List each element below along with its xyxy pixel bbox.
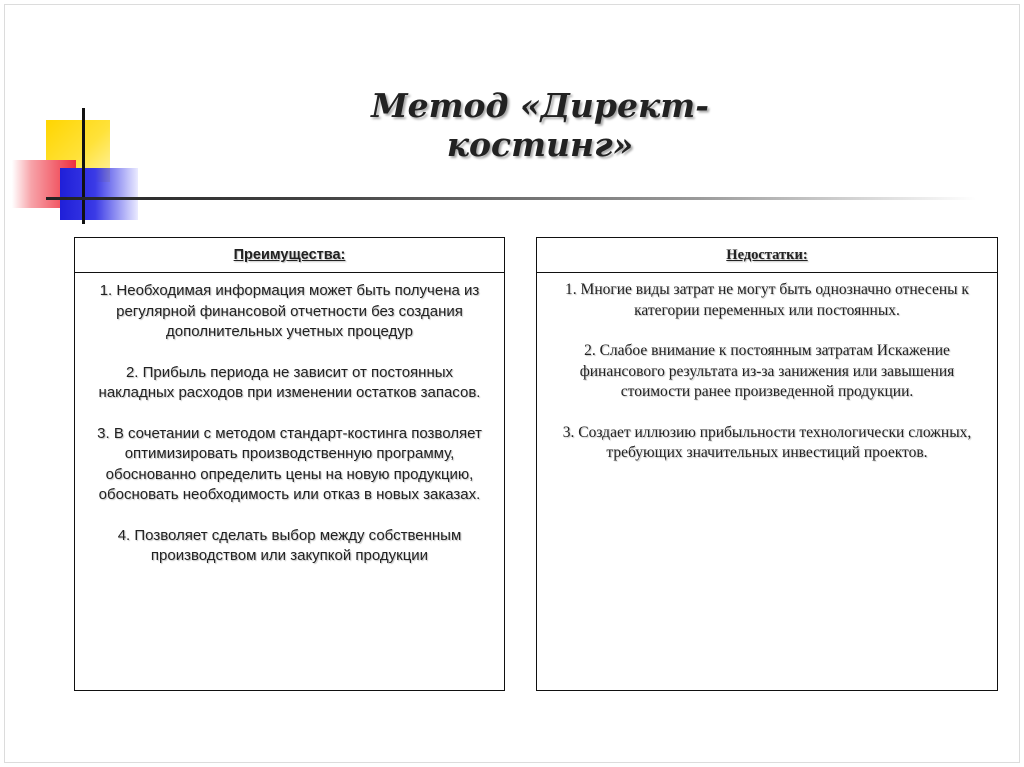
disadvantages-header: Недостатки: (537, 238, 997, 273)
decorative-blue-square (60, 168, 138, 220)
decorative-vertical-line (82, 108, 85, 224)
disadvantage-item: 3. Создает иллюзию прибыльности технологически сложных, требующих значительных инвестиций проектов. (562, 423, 972, 461)
advantages-panel (74, 237, 505, 691)
disadvantage-item: 2. Слабое внимание к постоянным затратам Искажение финансового результата из-за занижения или завышения стоимости ранее произведенной продукции. (579, 342, 955, 400)
decorative-horizontal-line (46, 197, 976, 200)
advantages-header: Преимущества: (75, 238, 504, 273)
advantage-item: 3. В сочетании с методом стандарт-костинга позволяет оптимизировать производственную программу, обоснованно определить цены на новую продукцию, обосновать необходимость или отказ в новых заказах. (97, 424, 482, 503)
disadvantage-item: 1. Многие виды затрат не могут быть однозначно отнесены к категории переменных или постоянных. (565, 281, 969, 319)
advantage-item: 4. Позволяет сделать выбор между собственным производством или закупкой продукции (117, 526, 462, 564)
disadvantages-panel (536, 237, 998, 691)
advantage-item: 1. Необходимая информация может быть получена из регулярной финансовой отчетности без создания дополнительных учетных процедур (99, 282, 480, 340)
slide-title: Метод «Директ-костинг» (371, 86, 709, 164)
advantage-item: 2. Прибыль периода не зависит от постоянных накладных расходов при изменении остатков запасов. (98, 363, 481, 401)
